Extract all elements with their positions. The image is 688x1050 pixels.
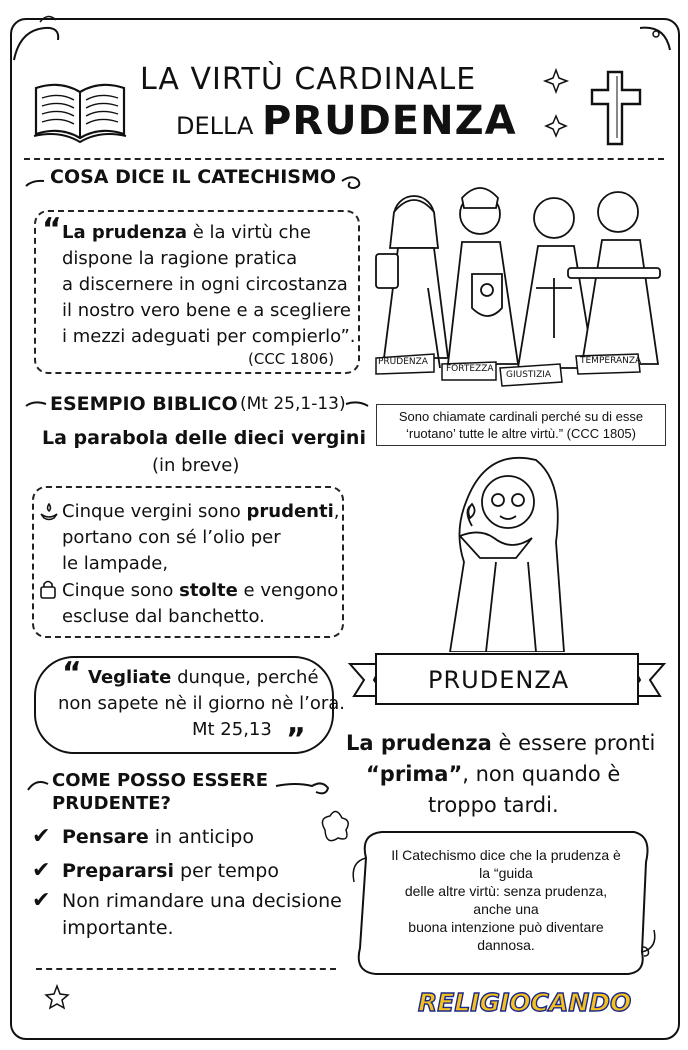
parable-item2-line2: escluse dal banchetto. xyxy=(62,606,265,627)
page-title-prudenza: PRUDENZA xyxy=(262,98,517,144)
catechism-ref: (CCC 1806) xyxy=(248,350,335,368)
parable-item1-line3: le lampade, xyxy=(62,553,169,574)
title-divider xyxy=(24,158,664,160)
scroll-line2: la “guida xyxy=(479,865,533,881)
cross-icon xyxy=(588,68,644,148)
scroll-text xyxy=(360,846,652,954)
verse-line2: non sapete nè il giorno nè l’ora. xyxy=(58,693,345,714)
catechism-quote-line4: il nostro vero bene e a scegliere xyxy=(62,300,351,321)
scroll-line5: buona intenzione può diventare xyxy=(408,919,604,935)
howto-item-3-line2: importante. xyxy=(62,917,174,939)
check-icon: ✔ xyxy=(32,858,51,883)
scroll-line1: Il Catechismo dice che la prudenza è xyxy=(391,847,621,863)
quote-open-icon: “ xyxy=(42,212,62,247)
definition-line2: “prima”, non quando è xyxy=(366,762,621,786)
lock-icon xyxy=(38,578,58,600)
scroll-line4: anche una xyxy=(473,901,539,917)
scroll-line3: delle altre virtù: senza prudenza, xyxy=(404,883,608,899)
parable-item2-line1: Cinque sono stolte e vengono xyxy=(62,580,339,601)
biblical-heading: ESEMPIO BIBLICO xyxy=(50,393,238,415)
parable-title: La parabola delle dieci vergini xyxy=(42,427,366,449)
howto-heading-line1: COME POSSO ESSERE xyxy=(52,770,269,791)
virtue-label-giustizia: GIUSTIZIA xyxy=(506,370,552,380)
howto-heading-line2: PRUDENTE? xyxy=(52,793,171,814)
catechism-quote-line5: i mezzi adeguati per compierlo”. xyxy=(62,326,356,347)
virtues-caption-line2: ‘ruotano’ tutte le altre virtù.” (CCC 1805) xyxy=(405,426,636,441)
definition-line1: La prudenza è essere pronti xyxy=(346,731,656,755)
girl-with-lamp-illustration xyxy=(436,452,586,652)
verse-quote-close-icon: ” xyxy=(286,722,306,757)
virtue-label-fortezza: FORTEZZA xyxy=(446,364,494,374)
catechism-quote-line2: dispone la ragione pratica xyxy=(62,248,298,269)
virtue-label-prudenza: PRUDENZA xyxy=(378,357,428,367)
howto-item-3: Non rimandare una decisione xyxy=(62,890,342,912)
parable-item1-line2: portano con sé l’olio per xyxy=(62,527,281,548)
biblical-heading-ref: (Mt 25,1-13) xyxy=(240,394,346,414)
parable-item1-line1: Cinque vergini sono prudenti, xyxy=(62,501,340,522)
check-icon: ✔ xyxy=(32,888,51,913)
virtues-caption-line1: Sono chiamate cardinali perché su di esse xyxy=(398,409,644,424)
bottom-divider xyxy=(36,968,336,970)
catechism-quote-line3: a discernere in ogni circostanza xyxy=(62,274,348,295)
open-book-icon xyxy=(30,78,130,144)
catechism-heading: COSA DICE IL CATECHISMO xyxy=(50,166,337,188)
banner-label: PRUDENZA xyxy=(428,666,570,694)
oil-lamp-icon xyxy=(38,500,60,522)
virtues-caption xyxy=(376,404,666,446)
howto-item-1: Pensare in anticipo xyxy=(62,826,254,848)
definition-line3: troppo tardi. xyxy=(428,793,559,817)
religiocando-logo: RELIGIOCANDO xyxy=(418,988,632,1017)
page-title-della: DELLA xyxy=(176,112,254,140)
page-title-line1: LA VIRTÙ CARDINALE xyxy=(140,62,477,97)
howto-item-2: Prepararsi per tempo xyxy=(62,860,279,882)
parable-subtitle: (in breve) xyxy=(152,455,240,476)
verse-ref: Mt 25,13 xyxy=(192,719,272,740)
verse-line1: Vegliate dunque, perché xyxy=(88,667,319,688)
virtue-label-temperanza: TEMPERANZA xyxy=(580,356,642,366)
catechism-quote-line1: La prudenza è la virtù che xyxy=(62,222,311,243)
check-icon: ✔ xyxy=(32,824,51,849)
scroll-line6: dannosa. xyxy=(477,937,535,953)
verse-quote-open-icon: “ xyxy=(62,656,82,691)
